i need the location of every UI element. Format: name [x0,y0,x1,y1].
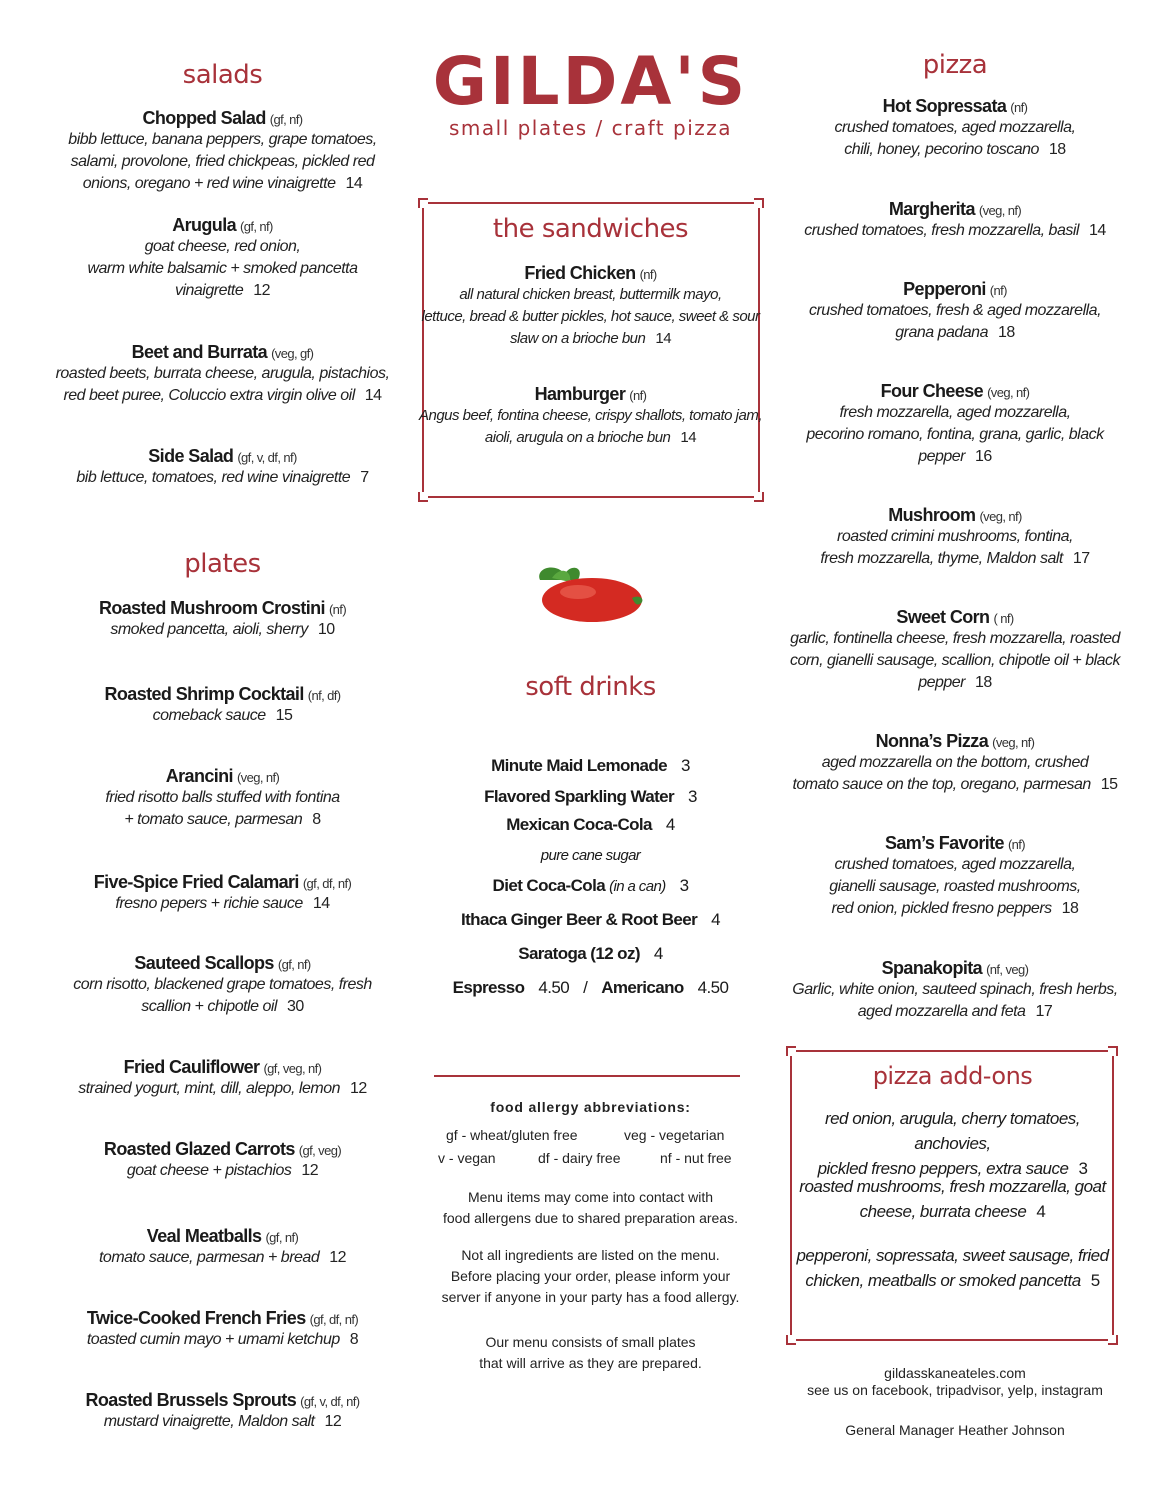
item-name-row [418,384,763,405]
item-description: toasted cumin mayo + umami ketchup [86,1331,340,1348]
menu-item [40,953,405,1018]
item-name-row [40,953,405,974]
item-tags: (nf) [1007,837,1026,852]
item-description-line [40,619,405,641]
item-description: lettuce, bread & butter pickles, hot sauce, sweet & sour [421,308,760,325]
item-description-line [785,898,1125,920]
allergy-note-line: Menu items may come into contact with [467,1189,714,1205]
item-description: comeback sauce [152,707,266,724]
item-price: 8 [312,811,321,828]
item-description: Garlic, white onion, sauteed spinach, fresh herbs, [792,981,1118,998]
item-name-row [785,505,1125,526]
item-description-line [785,628,1125,650]
item-tags: (nf) [1010,100,1028,115]
item-price: 14 [345,175,363,192]
item-description-line [785,402,1125,424]
drink-price: 4 [665,815,675,834]
item-description-line [40,236,405,258]
item-description-line [40,151,405,173]
drink-price: 4 [711,910,720,929]
item-tags: (gf, df, nf) [309,1312,359,1327]
item-name-row [40,108,405,129]
restaurant-logo: GILDA'S [432,43,749,120]
item-price: 18 [975,674,992,691]
addon-group [785,1174,1120,1224]
item-price: 8 [349,1331,359,1348]
item-price: 15 [1100,776,1118,793]
item-price: 18 [1048,141,1066,158]
item-name-row [785,833,1125,854]
item-description-line [40,974,405,996]
allergy-note-line: that will arrive as they are prepared. [479,1355,702,1371]
addon-group [785,1243,1120,1293]
menu-item [785,958,1125,1023]
item-name: Twice-Cooked French Fries [86,1308,306,1328]
item-description: salami, provolone, fried chickpeas, pickled red [70,153,375,170]
item-name: Hamburger [534,384,626,404]
menu-item [40,1390,405,1433]
item-description: scallion + chipotle oil [141,998,277,1015]
item-name-row [785,279,1125,300]
item-name: Mushroom [888,505,976,525]
item-description-line [785,220,1125,242]
item-price: 12 [324,1413,342,1430]
menu-item [785,505,1125,570]
pizza-title: pizza [922,50,988,80]
item-description: goat cheese + pistachios [126,1162,292,1179]
item-name: Side Salad [148,446,234,466]
item-description: corn, gianelli sausage, scallion, chipotle oil + black [789,652,1121,669]
menu-item [785,381,1125,468]
tomato-illustration [530,560,650,630]
menu-item [40,1139,405,1182]
item-tags: (gf, v, df, nf) [237,450,297,465]
item-description-line [785,322,1125,344]
addon-price: 3 [1078,1159,1088,1178]
item-description: tomato sauce, parmesan + bread [98,1249,320,1266]
addon-text: pepperoni, sopressata, sweet sausage, fried [796,1246,1109,1265]
item-price: 12 [301,1162,319,1179]
item-description: aioli, arugula on a brioche bun [484,429,671,446]
allergy-title: food allergy abbreviations: [490,1099,691,1115]
item-tags: (nf) [639,267,657,282]
item-tags: (gf, veg, nf) [263,1061,322,1076]
item-price: 12 [253,282,271,299]
addons-title: pizza add-ons [872,1062,1033,1090]
drink-item [418,787,763,807]
item-tags: (nf) [629,388,647,403]
menu-item [40,446,405,489]
addon-group [785,1106,1120,1181]
item-name-row [40,1057,405,1078]
menu-item [40,108,405,195]
menu-item [418,384,763,449]
drink-price: 3 [679,876,689,895]
drink-item [418,815,763,835]
allergy-note [418,1245,763,1308]
item-name: Roasted Glazed Carrots [103,1139,295,1159]
item-description: roasted beets, burrata cheese, arugula, pistachios, [55,365,390,382]
item-description: garlic, fontinella cheese, fresh mozzarella, roasted [790,630,1120,647]
item-name-row [785,607,1125,628]
item-tags: (veg, nf) [979,509,1022,524]
item-description: aged mozzarella on the bottom, crushed [821,754,1089,771]
item-description: gianelli sausage, roasted mushrooms, [829,878,1081,895]
item-price: 12 [350,1080,367,1097]
drink-separator: / [583,978,588,997]
addon-text: pickled fresno peppers, extra sauce [817,1159,1069,1178]
item-tags: (gf, nf) [265,1230,299,1245]
item-tags: (veg, nf) [987,385,1030,400]
item-description: onions, oregano + red wine vinaigrette [82,175,336,192]
item-tags: (gf, nf) [240,219,273,234]
allergy-note [418,1187,763,1229]
drink-price: 3 [681,756,690,775]
item-price: 10 [317,621,335,638]
item-tags: (nf, veg) [986,962,1029,977]
item-name-row [40,1226,405,1247]
item-price: 15 [275,707,293,724]
drink-name: Espresso [452,978,525,997]
allergy-note-line: Not all ingredients are listed on the menu. [461,1247,720,1263]
menu-item [40,1226,405,1269]
item-description-line [40,385,405,407]
drink-price: 4.50 [697,978,729,997]
item-description-line [40,129,405,151]
item-description-line [40,893,405,915]
item-description-line [785,1001,1125,1023]
menu-item [785,96,1125,161]
item-description-line [418,427,763,449]
drink-name: pure cane sugar [540,847,641,864]
item-tags: (veg, nf) [992,735,1035,750]
manager-text: General Manager Heather Johnson [845,1422,1065,1438]
item-description: all natural chicken breast, buttermilk mayo, [459,286,722,303]
addon-line [785,1243,1120,1268]
item-description: bib lettuce, tomatoes, red wine vinaigrette [76,469,351,486]
item-price: 14 [1088,222,1106,239]
item-description-line [40,705,405,727]
item-description-line [40,1247,405,1269]
drink-item [418,756,763,776]
item-name: Spanakopita [881,958,983,978]
allergy-note [418,1332,763,1374]
soft-drinks-title: soft drinks [525,672,656,702]
item-description: pepper [918,674,966,691]
item-description: red beet puree, Coluccio extra virgin olive oil [63,387,355,404]
item-description: crushed tomatoes, fresh & aged mozzarella, [808,302,1102,319]
item-price: 14 [364,387,382,404]
item-name: Nonna’s Pizza [875,731,989,751]
drink-price: 4.50 [538,978,570,997]
item-name: Pepperoni [903,279,986,299]
item-description-line [40,1329,405,1351]
item-description: corn risotto, blackened grape tomatoes, fresh [73,976,372,993]
item-name: Four Cheese [880,381,984,401]
item-description-line [40,173,405,195]
sandwiches-title: the sandwiches [492,214,689,244]
menu-item [785,199,1125,242]
drink-name: Flavored Sparkling Water [484,787,675,806]
drink-item [418,978,763,998]
item-description: fresh mozzarella, thyme, Maldon salt [820,550,1063,567]
item-description: grana padana [895,324,988,341]
plates-title: plates [184,549,261,579]
item-description-line [785,854,1125,876]
restaurant-tagline: small plates / craft pizza [448,116,733,140]
item-price: 18 [1061,900,1079,917]
item-description: Angus beef, fontina cheese, crispy shallots, tomato jam, [418,407,763,424]
item-name-row [785,381,1125,402]
item-name-row [40,342,405,363]
item-price: 17 [1035,1003,1053,1020]
website-link[interactable]: gildasskaneateles.com [884,1365,1026,1381]
item-price: 12 [329,1249,347,1266]
menu-item [40,872,405,915]
item-name: Beet and Burrata [131,342,268,362]
item-description: chili, honey, pecorino toscano [844,141,1039,158]
drink-name: Mexican Coca-Cola [506,815,652,834]
item-name-row [785,958,1125,979]
menu-item [785,279,1125,344]
drink-item [418,876,763,896]
item-description: bibb lettuce, banana peppers, grape tomatoes, [68,131,377,148]
item-description-line [40,280,405,302]
item-name: Chopped Salad [142,108,266,128]
item-tags: (gf, v, df, nf) [300,1394,360,1409]
item-description-line [785,139,1125,161]
item-description-line [40,809,405,831]
allergy-abbr: veg - vegetarian [624,1127,725,1143]
item-name: Fried Chicken [524,263,636,283]
item-description-line [785,548,1125,570]
drink-name: Minute Maid Lemonade [491,756,668,775]
addon-text: red onion, arugula, cherry tomatoes, anchovies, [824,1109,1081,1153]
menu-item [40,342,405,407]
item-description-line [418,328,763,350]
item-description: fresh mozzarella, aged mozzarella, [839,404,1071,421]
item-name-row [40,684,405,705]
item-description: smoked pancetta, aioli, sherry [110,621,308,638]
item-price: 7 [360,469,369,486]
addon-text: chicken, meatballs or smoked pancetta [805,1271,1081,1290]
item-tags: (gf, veg) [298,1143,342,1158]
item-description-line [40,996,405,1018]
item-name: Sweet Corn [896,607,990,627]
addon-price: 4 [1036,1202,1046,1221]
allergy-note-line: food allergens due to shared preparation areas. [443,1210,738,1226]
item-price: 14 [312,895,330,912]
addon-line [785,1199,1120,1224]
addon-line [785,1268,1120,1293]
item-description: pecorino romano, fontina, grana, garlic, black [806,426,1104,443]
item-name-row [785,731,1125,752]
drink-name: Saratoga (12 oz) [518,944,640,963]
addon-line [785,1106,1120,1156]
drink-item [418,944,763,964]
drink-name: Americano [601,978,684,997]
item-name-row [785,96,1125,117]
addon-price: 5 [1090,1271,1100,1290]
item-tags: (gf, df, nf) [302,876,352,891]
item-description: + tomato sauce, parmesan [124,811,303,828]
item-description: crushed tomatoes, aged mozzarella, [834,119,1076,136]
item-name-row [40,215,405,236]
menu-item [40,598,405,641]
allergy-note-line: Before placing your order, please inform your [450,1268,731,1284]
item-description: warm white balsamic + smoked pancetta [87,260,358,277]
item-description-line [40,1160,405,1182]
item-description-line [785,446,1125,468]
item-description: roasted crimini mushrooms, fontina, [837,528,1073,545]
item-name-row [40,1139,405,1160]
drink-price: 3 [688,787,697,806]
drink-price: 4 [653,944,663,963]
item-description: slaw on a brioche bun [509,330,646,347]
item-description-line [785,424,1125,446]
addon-text: cheese, burrata cheese [859,1202,1027,1221]
allergy-abbr: v - vegan [438,1150,496,1166]
item-description-line [785,117,1125,139]
addon-line [785,1174,1120,1199]
drink-item [418,845,763,865]
item-description-line [418,284,763,306]
item-name-row [40,1390,405,1411]
item-name-row [40,766,405,787]
item-name: Roasted Mushroom Crostini [98,598,325,618]
item-description: aged mozzarella and feta [857,1003,1026,1020]
item-price: 30 [286,998,304,1015]
item-description-line [785,774,1125,796]
salads-title: salads [182,60,263,90]
item-description: fried risotto balls stuffed with fontina [105,789,340,806]
item-tags: (veg, nf) [236,770,280,785]
item-name: Veal Meatballs [146,1226,262,1246]
item-name-row [40,598,405,619]
item-description-line [785,300,1125,322]
item-name: Margherita [888,199,975,219]
item-description-line [785,752,1125,774]
item-description-line [418,306,763,328]
allergy-note-line: Our menu consists of small plates [485,1334,696,1350]
item-description-line [785,650,1125,672]
item-tags: (veg, gf) [271,346,314,361]
menu-item [40,1308,405,1351]
item-name: Arancini [165,766,233,786]
item-tags: (nf) [989,283,1007,298]
menu-item [40,684,405,727]
item-description-line [40,1411,405,1433]
item-description: goat cheese, red onion, [144,238,301,255]
item-description: crushed tomatoes, aged mozzarella, [834,856,1076,873]
menu-item [40,1057,405,1100]
item-name: Roasted Shrimp Cocktail [104,684,304,704]
menu-item [785,833,1125,920]
item-price: 14 [655,330,672,347]
item-description: strained yogurt, mint, dill, aleppo, lemon [78,1080,340,1097]
item-price: 14 [680,429,697,446]
item-description: vinaigrette [174,282,244,299]
menu-item [40,215,405,302]
item-price: 18 [997,324,1015,341]
item-name-row [40,872,405,893]
addon-text: roasted mushrooms, fresh mozzarella, goat [799,1177,1106,1196]
item-tags: (veg, nf) [978,203,1022,218]
item-tags: (gf, nf) [277,957,311,972]
item-description-line [40,467,405,489]
drink-name: Ithaca Ginger Beer & Root Beer [461,910,698,929]
drink-item [418,910,763,930]
item-name: Roasted Brussels Sprouts [85,1390,297,1410]
item-description: fresno pepers + richie sauce [115,895,303,912]
menu-item [418,263,763,350]
item-description-line [40,363,405,385]
drink-name: Diet Coca-Cola [492,876,606,895]
item-description-line [785,876,1125,898]
item-description: pepper [918,448,966,465]
allergy-abbr: nf - nut free [660,1150,732,1166]
item-description: mustard vinaigrette, Maldon salt [103,1413,315,1430]
item-tags: (gf, nf) [269,112,303,127]
item-tags: (nf, df) [307,688,341,703]
item-price: 16 [975,448,992,465]
item-description: tomato sauce on the top, oregano, parmesan [792,776,1091,793]
item-description: red onion, pickled fresno peppers [831,900,1052,917]
menu-item [785,607,1125,694]
drink-note: (in a can) [609,878,666,895]
item-name: Sam’s Favorite [884,833,1004,853]
item-name-row [418,263,763,284]
item-name: Arugula [172,215,237,235]
menu-item [40,766,405,831]
item-description: crushed tomatoes, fresh mozzarella, basil [804,222,1079,239]
item-description-line [418,405,763,427]
social-text: see us on facebook, tripadvisor, yelp, instagram [807,1382,1103,1398]
item-price: 17 [1072,550,1090,567]
menu-item [785,731,1125,796]
item-name: Hot Sopressata [882,96,1007,116]
item-description-line [785,526,1125,548]
item-name: Sauteed Scallops [134,953,274,973]
sandwiches-frame [422,202,760,498]
item-description-line [40,258,405,280]
item-tags: ( nf) [993,611,1014,626]
item-name-row [785,199,1125,220]
item-description-line [785,672,1125,694]
allergy-abbr: gf - wheat/gluten free [446,1127,578,1143]
item-name-row [40,446,405,467]
item-description-line [40,787,405,809]
allergy-divider [434,1075,740,1077]
item-description-line [785,979,1125,1001]
item-name-row [40,1308,405,1329]
item-description-line [40,1078,405,1100]
item-tags: (nf) [328,602,347,617]
item-name: Five-Spice Fried Calamari [93,872,299,892]
allergy-abbr: df - dairy free [538,1150,621,1166]
item-name: Fried Cauliflower [123,1057,260,1077]
allergy-note-line: server if anyone in your party has a food allergy. [441,1289,740,1305]
